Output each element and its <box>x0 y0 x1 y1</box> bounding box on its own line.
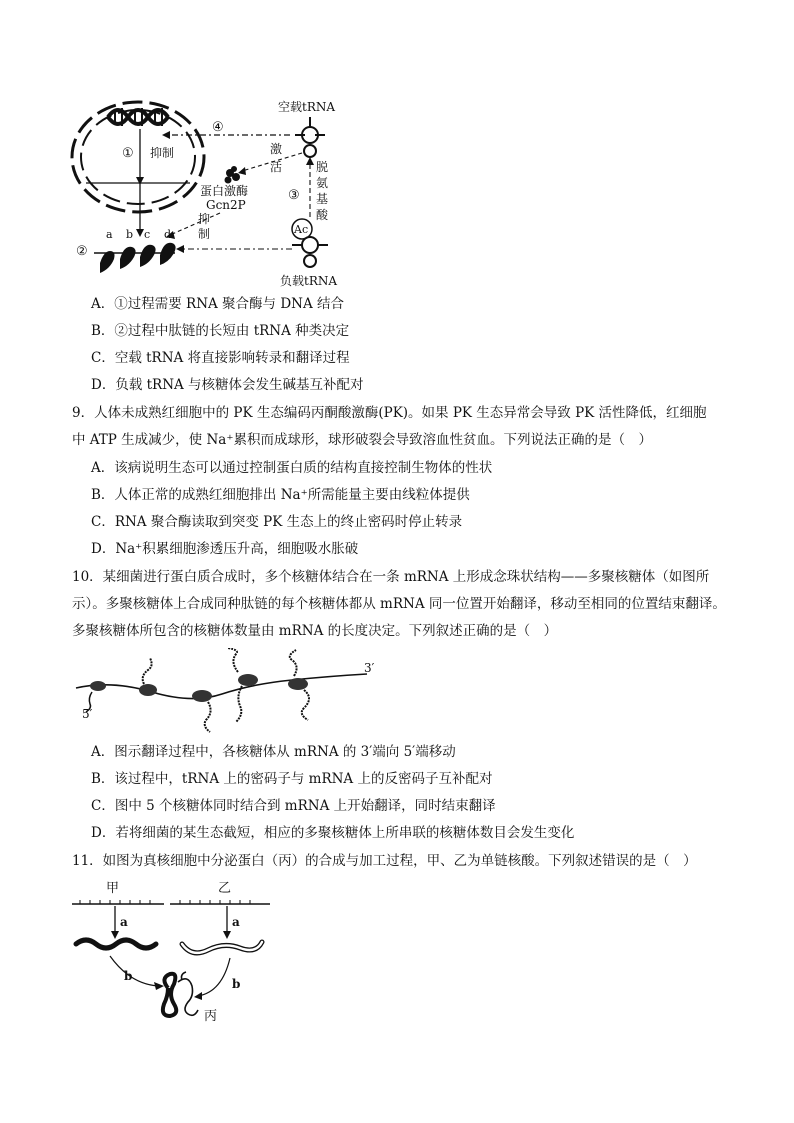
mrna-3prime-label: 3′ <box>364 661 375 675</box>
arrow-b1-label: b <box>124 969 133 983</box>
kinase-gcn2p-icon <box>225 166 241 184</box>
mrna-strand <box>76 674 367 699</box>
nucleus-outer-membrane <box>72 102 204 212</box>
q9-option-d: D．Na⁺积累细胞渗透压升高，细胞吸水胀破 <box>91 541 359 557</box>
step4-label: ④ <box>212 120 224 135</box>
inhibit-label-1: 抑制 <box>150 146 175 160</box>
q10-option-d: D．若将细菌的某生态截短，相应的多聚核糖体上所串联的核糖体数目会发生变化 <box>91 825 575 841</box>
polysome-figure <box>72 648 392 738</box>
q8-option-a: A．①过程需要 RNA 聚合酶与 DNA 结合 <box>91 296 345 312</box>
ribosome-chain-icon <box>100 243 176 273</box>
free-trna-icon <box>295 117 325 157</box>
ribo-a-label: a <box>106 228 113 241</box>
q10-option-a: A．图示翻译过程中，各核糖体从 mRNA 的 3′端向 5′端移动 <box>91 744 456 760</box>
q10-option-b: B．该过程中，tRNA 上的密码子与 mRNA 上的反密码子互补配对 <box>91 771 493 787</box>
label-jia: 甲 <box>106 881 120 896</box>
arrow-a1-label: a <box>120 915 128 929</box>
kinase-label-1: 蛋白激酶 <box>200 184 249 198</box>
deacyl-1: 脱 <box>316 160 329 174</box>
step3-label: ③ <box>288 188 300 203</box>
q8-option-d: D．负载 tRNA 与核糖体会发生碱基互补配对 <box>91 377 364 393</box>
inhibit-label-2b: 制 <box>198 227 211 241</box>
ribosome-5-icon <box>288 650 309 720</box>
arrow-a2-label: a <box>232 915 240 929</box>
activate-label-1: 激 <box>270 142 283 156</box>
ribosome-2-icon <box>139 658 157 696</box>
free-trna-label: 空载tRNA <box>278 100 336 114</box>
q9-option-a: A．该病说明生态可以通过控制蛋白质的结构直接控制生物体的性状 <box>91 460 493 476</box>
label-yi: 乙 <box>218 881 232 896</box>
q8-option-c: C．空载 tRNA 将直接影响转录和翻译过程 <box>91 350 350 366</box>
loaded-trna-label: 负载tRNA <box>280 274 338 288</box>
q10-stem-line1: 10．某细菌进行蛋白质合成时，多个核糖体结合在一条 mRNA 上形成念珠状结构——多聚核糖体（如图所 <box>72 569 710 585</box>
kinase-label-2: Gcn2P <box>206 198 246 212</box>
arrow-b2-label: b <box>232 977 241 991</box>
ribo-c-label: c <box>144 228 151 241</box>
q9-option-c: C．RNA 聚合酶读取到突变 PK 生态上的终止密码时停止转录 <box>91 514 463 530</box>
q8-figure <box>70 95 350 290</box>
q9-stem-line2: 中 ATP 生成减少，使 Na⁺累积而成球形，球形破裂会导致溶血性贫血。下列说法正确的是（ ） <box>72 432 652 448</box>
q9-option-b: B．人体正常的成熟红细胞排出 Na⁺所需能量主要由线粒体提供 <box>91 487 470 503</box>
ac-label: Ac <box>294 223 309 236</box>
q11-stem: 11．如图为真核细胞中分泌蛋白（丙）的合成与加工过程，甲、乙为单链核酸。下列叙述错误的是（ ） <box>72 853 697 869</box>
ribosome-3-icon <box>192 690 212 732</box>
step1-label: ① <box>122 146 134 161</box>
thin-strand <box>182 942 262 953</box>
label-bing: 丙 <box>204 1009 218 1024</box>
ribo-d-label: d <box>164 228 172 241</box>
q8-option-b: B．②过程中肽链的长短由 tRNA 种类决定 <box>91 323 350 339</box>
activate-label-2: 活 <box>270 160 283 174</box>
q10-stem-line3: 多聚核糖体所包含的核糖体数量由 mRNA 的长度决定。下列叙述正确的是（ ） <box>72 623 558 639</box>
dna-helix-icon <box>108 108 168 126</box>
mrna-5prime-label: 5′ <box>82 707 93 721</box>
q10-stem-line2: 示）。多聚核糖体上合成同种肽链的每个核糖体都从 mRNA 同一位置开始翻译，移动至相同的位置结束翻译。 <box>72 596 726 612</box>
ribo-b-label: b <box>126 228 134 241</box>
thick-strand <box>76 940 156 948</box>
protein-bing-icon <box>163 972 198 1016</box>
step2-label: ② <box>76 244 88 259</box>
deacyl-4: 酸 <box>316 208 329 222</box>
q9-stem-line1: 9．人体未成熟红细胞中的 PK 生态编码丙酮酸激酶(PK)。如果 PK 生态异常会导致 PK 活性降低，红细胞 <box>72 405 707 421</box>
inhibit-label-2a: 抑 <box>198 212 211 226</box>
ribosome-4-icon <box>228 648 258 722</box>
deacyl-2: 氨 <box>316 176 329 190</box>
q10-option-c: C．图中 5 个核糖体同时结合到 mRNA 上开始翻译，同时结束翻译 <box>91 798 496 814</box>
q11-figure <box>70 876 290 1026</box>
deacyl-3: 基 <box>316 192 329 206</box>
